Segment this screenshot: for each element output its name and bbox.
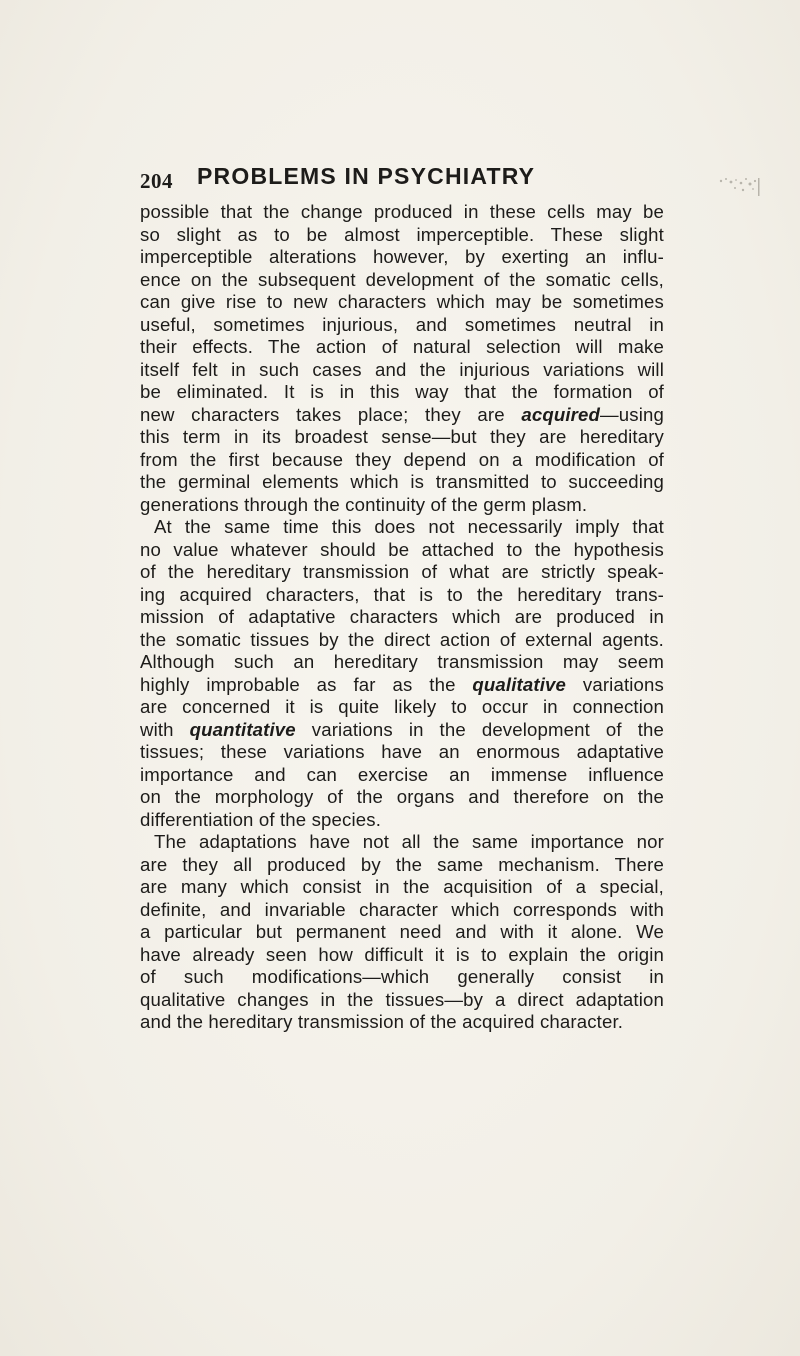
text-line: with quantitative variations in the development of the	[140, 718, 664, 740]
italic-term: qualitative	[472, 673, 567, 695]
text-line: of such modifications—which generally consist in	[140, 966, 664, 987]
text-line: the somatic tissues by the direct action of external agents.	[140, 628, 664, 650]
italic-term: quantitative	[189, 718, 296, 740]
text-line: be eliminated. It is in this way that the formation of	[140, 381, 664, 402]
text-line: their effects. The action of natural selection will make	[140, 336, 664, 357]
text-line: definite, and invariable character which corresponds with	[140, 898, 664, 920]
text-line: differentiation of the species.	[140, 808, 382, 830]
text-line: At the same time this does not necessarily imply that	[154, 516, 664, 537]
text-line: are they all produced by the same mechanism. There	[140, 853, 664, 875]
running-title: PROBLEMS IN PSYCHIATRY	[197, 163, 536, 189]
text-line: possible that the change produced in these cells may be	[140, 201, 664, 222]
body-text	[140, 201, 664, 1034]
text-line: and the hereditary transmission of the acquired character.	[140, 1011, 624, 1032]
running-head	[140, 163, 660, 193]
text-line: qualitative changes in the tissues—by a direct adaptation	[140, 988, 664, 1010]
ink-smudge	[715, 175, 763, 199]
text-line: highly improbable as far as the qualitative variations	[140, 673, 664, 695]
page-number: 204	[140, 169, 173, 193]
text-line: are many which consist in the acquisition of a special,	[140, 876, 664, 897]
italic-term: acquired	[521, 403, 601, 425]
text-line: ence on the subsequent development of the somatic cells,	[140, 268, 664, 290]
text-line: Although such an hereditary transmission may seem	[140, 651, 664, 672]
text-line: imperceptible alterations however, by exerting an influ-	[140, 246, 664, 267]
text-line: from the first because they depend on a modification of	[140, 448, 664, 470]
text-line: itself felt in such cases and the injurious variations will	[140, 358, 664, 380]
text-line: mission of adaptative characters which are produced in	[140, 606, 664, 627]
text-line: The adaptations have not all the same importance nor	[154, 831, 664, 852]
text-line: of the hereditary transmission of what are strictly speak-	[140, 561, 664, 582]
text-line: no value whatever should be attached to the hypothesis	[140, 538, 664, 560]
text-line: tissues; these variations have an enormous adaptative	[140, 741, 664, 762]
text-line: a particular but permanent need and with it alone. We	[140, 921, 664, 942]
text-line: the germinal elements which is transmitted to succeeding	[140, 471, 664, 492]
text-line: ing acquired characters, that is to the hereditary trans-	[140, 583, 664, 605]
text-line: useful, sometimes injurious, and sometimes neutral in	[140, 313, 664, 335]
text-line: generations through the continuity of the germ plasm.	[140, 493, 588, 515]
text-line: have already seen how difficult it is to explain the origin	[140, 943, 664, 965]
text-line: this term in its broadest sense—but they are hereditary	[140, 426, 664, 447]
text-line: can give rise to new characters which may be sometimes	[140, 291, 664, 312]
text-line: on the morphology of the organs and therefore on the	[140, 786, 664, 807]
text-line: are concerned it is quite likely to occur in connection	[140, 696, 664, 717]
text-line: so slight as to be almost imperceptible. These slight	[140, 223, 664, 245]
text-line: new characters takes place; they are acquired—using	[140, 403, 664, 425]
text-line: importance and can exercise an immense influence	[140, 763, 664, 785]
